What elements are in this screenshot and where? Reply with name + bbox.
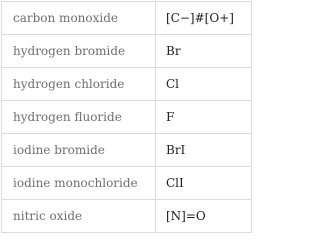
compound-name-cell: hydrogen fluoride bbox=[2, 101, 156, 134]
table-row bbox=[2, 200, 252, 233]
compound-name-cell: hydrogen chloride bbox=[2, 68, 156, 101]
smiles-cell: Cl bbox=[156, 68, 252, 101]
table-row bbox=[2, 134, 252, 167]
table-row bbox=[2, 35, 252, 68]
smiles-cell: [C−]#[O+] bbox=[156, 2, 252, 35]
compound-name-cell: iodine bromide bbox=[2, 134, 156, 167]
table-row bbox=[2, 68, 252, 101]
smiles-cell: Br bbox=[156, 35, 252, 68]
table-row bbox=[2, 101, 252, 134]
smiles-cell: BrI bbox=[156, 134, 252, 167]
table-row bbox=[2, 2, 252, 35]
smiles-cell: F bbox=[156, 101, 252, 134]
compound-table bbox=[1, 1, 252, 233]
compound-name-cell: iodine monochloride bbox=[2, 167, 156, 200]
compound-name-cell: nitric oxide bbox=[2, 200, 156, 233]
compound-name-cell: carbon monoxide bbox=[2, 2, 156, 35]
compound-name-cell: hydrogen bromide bbox=[2, 35, 156, 68]
smiles-cell: ClI bbox=[156, 167, 252, 200]
smiles-cell: [N]=O bbox=[156, 200, 252, 233]
table-row bbox=[2, 167, 252, 200]
